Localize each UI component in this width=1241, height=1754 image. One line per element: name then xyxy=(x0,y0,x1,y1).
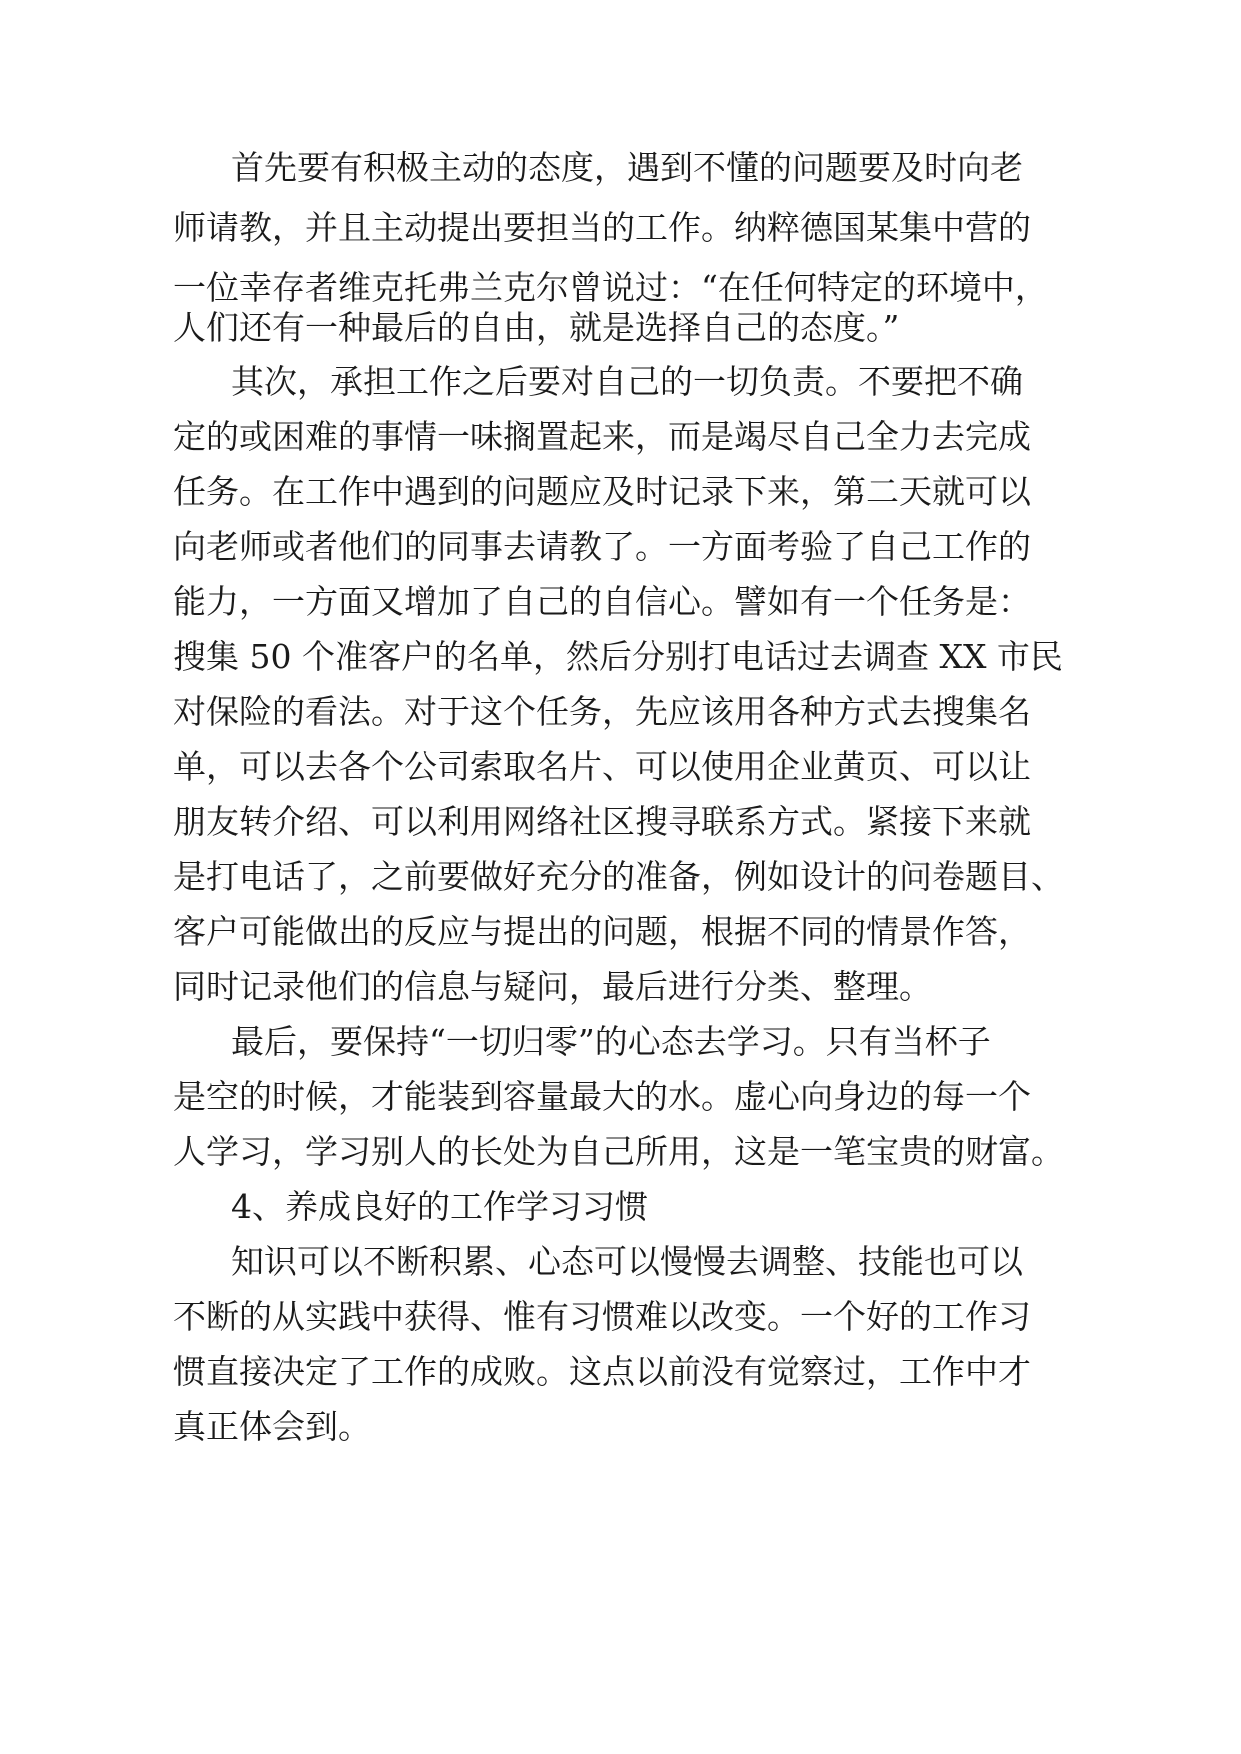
paragraph-line: 人们还有一种最后的自由，就是选择自己的态度。” xyxy=(173,308,900,347)
paragraph-line: 人学习，学习别人的长处为自己所用，这是一笔宝贵的财富。 xyxy=(173,1132,1064,1171)
paragraph-line: 真正体会到。 xyxy=(173,1407,371,1446)
paragraph-line: 对保险的看法。对于这个任务，先应该用各种方式去搜集名 xyxy=(173,692,1031,731)
paragraph-line: 朋友转介绍、可以利用网络社区搜寻联系方式。紧接下来就 xyxy=(173,802,1031,841)
paragraph-line: 惯直接决定了工作的成败。这点以前没有觉察过，工作中才 xyxy=(173,1352,1031,1391)
paragraph-line: 同时记录他们的信息与疑问，最后进行分类、整理。 xyxy=(173,967,932,1006)
paragraph-line: 最后，要保持“一切归零”的心态去学习。只有当杯子 xyxy=(231,1022,991,1061)
paragraph-line: 其次，承担工作之后要对自己的一切负责。不要把不确 xyxy=(231,362,1023,401)
section-heading: 4、养成良好的工作学习习惯 xyxy=(231,1187,648,1226)
paragraph-line: 客户可能做出的反应与提出的问题，根据不同的情景作答， xyxy=(173,912,1031,951)
paragraph-line: 一位幸存者维克托弗兰克尔曾说过：“在任何特定的环境中， xyxy=(173,268,1048,307)
paragraph-line: 师请教，并且主动提出要担当的工作。纳粹德国某集中营的 xyxy=(173,208,1031,247)
paragraph-line: 任务。在工作中遇到的问题应及时记录下来，第二天就可以 xyxy=(173,472,1031,511)
paragraph-line: 单，可以去各个公司索取名片、可以使用企业黄页、可以让 xyxy=(173,747,1031,786)
paragraph-line: 首先要有积极主动的态度，遇到不懂的问题要及时向老 xyxy=(231,148,1023,187)
paragraph-line: 能力，一方面又增加了自己的自信心。譬如有一个任务是： xyxy=(173,582,1031,621)
paragraph-line: 定的或困难的事情一味搁置起来，而是竭尽自己全力去完成 xyxy=(173,417,1031,456)
paragraph-line: 搜集 50 个准客户的名单，然后分别打电话过去调查 XX 市民 xyxy=(173,637,1063,676)
paragraph-line: 是空的时候，才能装到容量最大的水。虚心向身边的每一个 xyxy=(173,1077,1031,1116)
paragraph-line: 向老师或者他们的同事去请教了。一方面考验了自己工作的 xyxy=(173,527,1031,566)
paragraph-line: 知识可以不断积累、心态可以慢慢去调整、技能也可以 xyxy=(231,1242,1023,1281)
paragraph-line: 不断的从实践中获得、惟有习惯难以改变。一个好的工作习 xyxy=(173,1297,1031,1336)
paragraph-line: 是打电话了，之前要做好充分的准备，例如设计的问卷题目、 xyxy=(173,857,1064,896)
